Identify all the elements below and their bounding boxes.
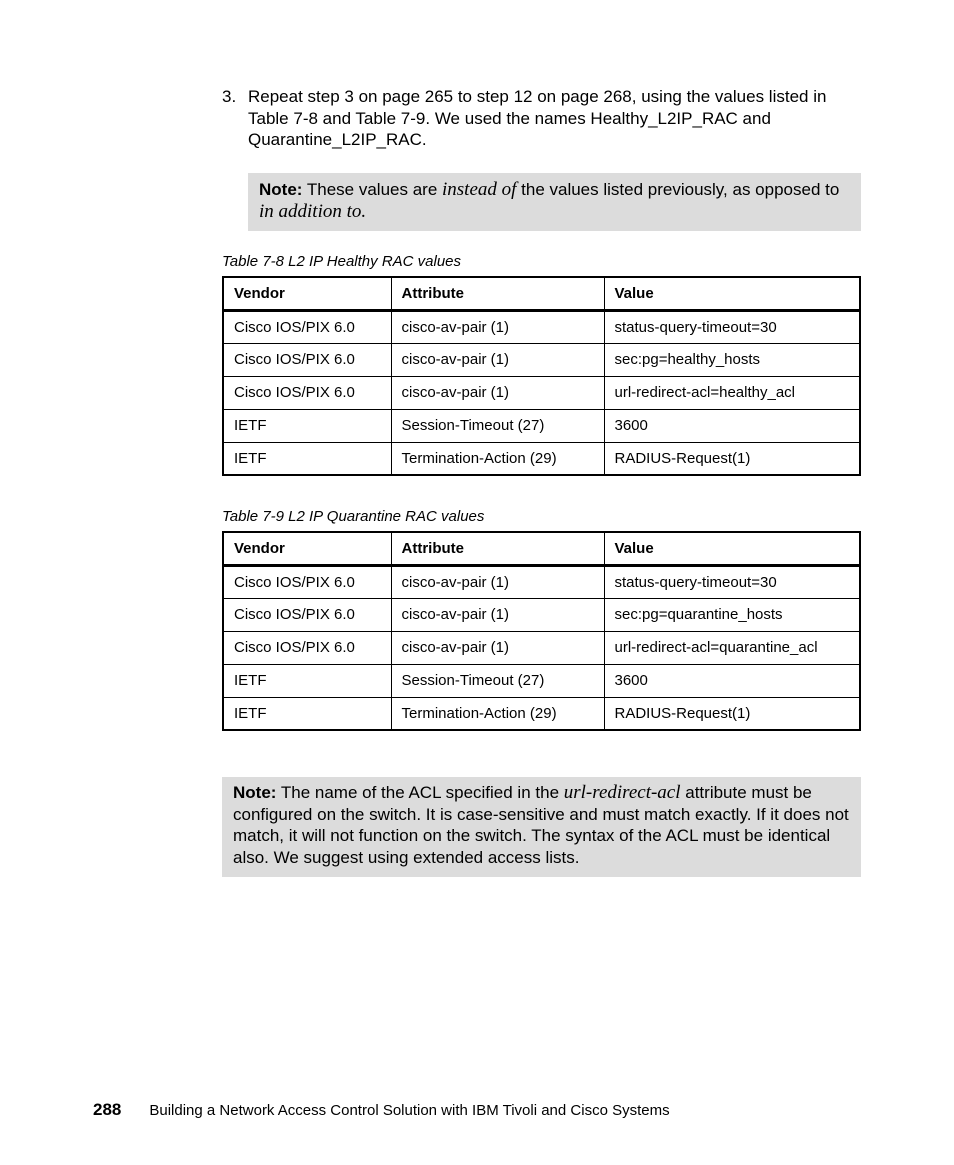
table-row [223,598,860,631]
table-cell: Cisco IOS/PIX 6.0 [223,343,391,376]
table-cell: RADIUS-Request(1) [604,442,860,475]
step-number: 3. [222,87,237,106]
table-cell: 3600 [604,409,860,442]
table-row [223,376,860,409]
column-header: Value [604,277,860,310]
column-header: Attribute [391,532,604,565]
table-row [223,442,860,475]
table-row [223,343,860,376]
table-cell: Termination-Action (29) [391,442,604,475]
step-text: Repeat step 3 on page 265 to step 12 on page 268, using the values listed in Table 7-8 and Table 7-9. We used the names Healthy_L2IP_RAC and Quarantine_L2IP_RAC. [248,87,827,149]
table-cell: Session-Timeout (27) [391,409,604,442]
column-header: Value [604,532,860,565]
note-text: These values are [302,180,442,199]
table-cell: IETF [223,442,391,475]
table-cell: cisco-av-pair (1) [391,598,604,631]
note-values [248,173,861,231]
column-header: Attribute [391,277,604,310]
table-cell: IETF [223,409,391,442]
page-number: 288 [93,1100,122,1119]
table-cell: RADIUS-Request(1) [604,697,860,730]
table-cell: Cisco IOS/PIX 6.0 [223,631,391,664]
table-cell: Cisco IOS/PIX 6.0 [223,598,391,631]
book-title: Building a Network Access Control Solution with IBM Tivoli and Cisco Systems [149,1102,670,1119]
table-cell: 3600 [604,664,860,697]
table-cell: Session-Timeout (27) [391,664,604,697]
note-text: The name of the ACL specified in the [276,783,564,802]
note-text: attribute must be configured on the switch. It is case-sensitive and must match exactly. If it does not match, it will not function on the switch. The syntax of the ACL must be identical also. We suggest using extended access lists. [233,783,849,867]
table-header-row [223,277,860,310]
note-label: Note: [259,180,303,199]
table-cell: IETF [223,664,391,697]
table-cell: sec:pg=quarantine_hosts [604,598,860,631]
quarantine-rac-table [222,531,861,731]
table-cell: sec:pg=healthy_hosts [604,343,860,376]
table-row [223,565,860,598]
table-cell: cisco-av-pair (1) [391,376,604,409]
column-header: Vendor [223,532,391,565]
column-header: Vendor [223,277,391,310]
note-emphasis: url-redirect-acl [563,782,681,803]
table-cell: IETF [223,697,391,730]
note-label: Note: [233,783,277,802]
table-cell: url-redirect-acl=healthy_acl [604,376,860,409]
table-cell: Termination-Action (29) [391,697,604,730]
table-row [223,664,860,697]
table-cell: cisco-av-pair (1) [391,343,604,376]
table-row [223,310,860,343]
table-row [223,697,860,730]
note-text: the values listed previously, as opposed to [516,180,840,199]
healthy-rac-table [222,276,861,476]
table-cell: cisco-av-pair (1) [391,631,604,664]
table-cell: Cisco IOS/PIX 6.0 [223,376,391,409]
table-caption: Table 7-9 L2 IP Quarantine RAC values [222,508,485,525]
note-emphasis: in addition to [259,200,362,222]
page-footer [93,1100,670,1120]
note-acl [222,777,861,877]
table-cell: status-query-timeout=30 [604,310,860,343]
table-row [223,631,860,664]
table-cell: Cisco IOS/PIX 6.0 [223,310,391,343]
table-caption: Table 7-8 L2 IP Healthy RAC values [222,253,462,270]
table-cell: status-query-timeout=30 [604,565,860,598]
note-emphasis: instead of [442,179,517,200]
table-cell: cisco-av-pair (1) [391,310,604,343]
table-cell: url-redirect-acl=quarantine_acl [604,631,860,664]
step-3 [222,86,862,151]
table-cell: cisco-av-pair (1) [391,565,604,598]
note-text: . [361,200,367,222]
table-cell: Cisco IOS/PIX 6.0 [223,565,391,598]
table-header-row [223,532,860,565]
table-row [223,409,860,442]
